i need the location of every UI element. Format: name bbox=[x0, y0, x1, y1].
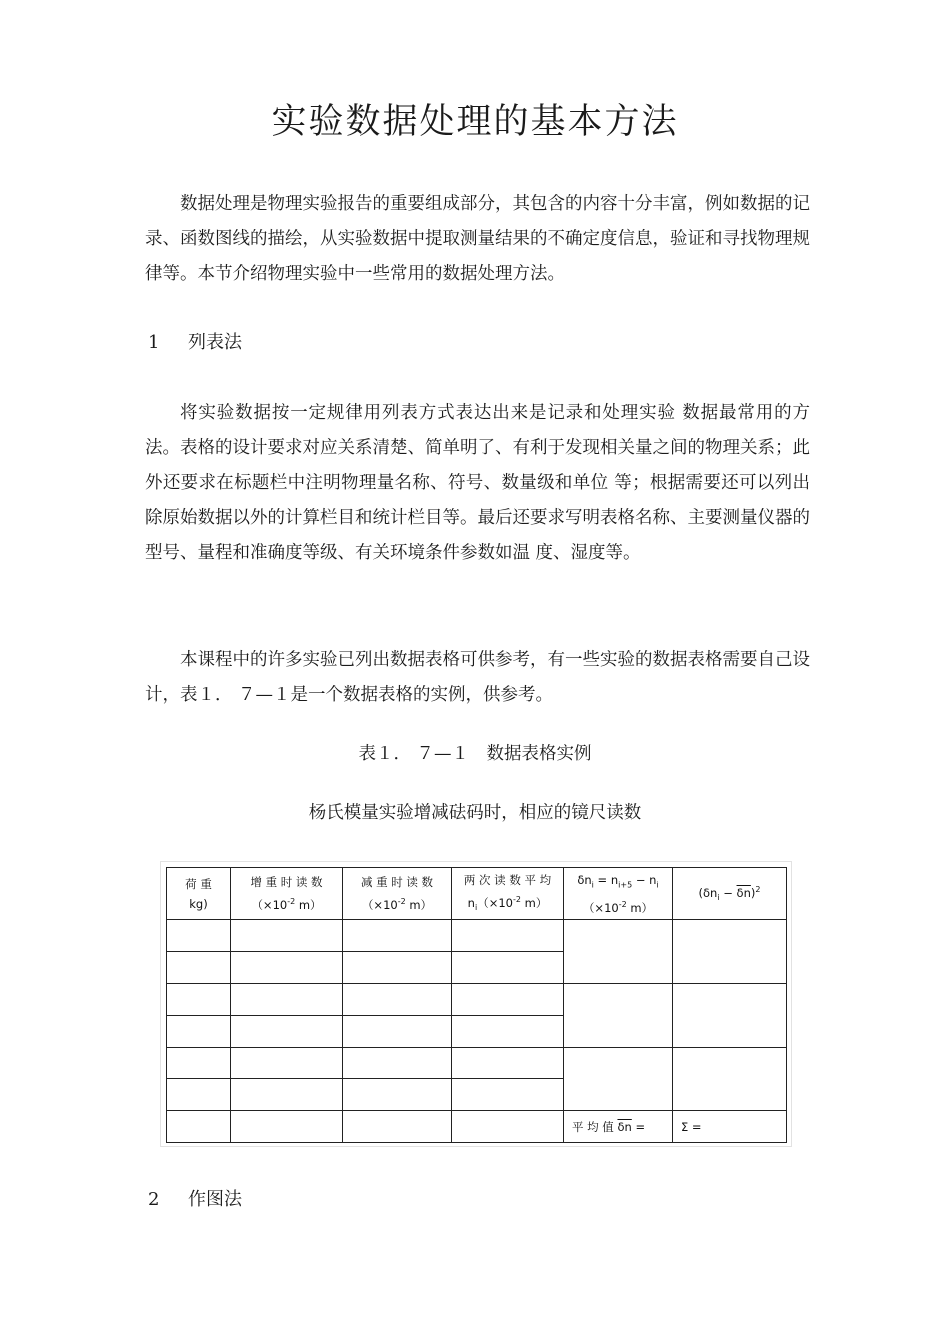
table-cell bbox=[564, 1047, 673, 1111]
header-average-reading: 两 次 读 数 平 均 $n_i(\times 10^{-2}$ m） bbox=[452, 868, 564, 920]
page-title: 实验数据处理的基本方法 bbox=[271, 102, 679, 142]
table-cell bbox=[167, 983, 231, 1015]
table-cell bbox=[231, 920, 343, 952]
table-cell bbox=[452, 1111, 564, 1143]
table-cell bbox=[167, 952, 231, 984]
table-cell bbox=[343, 983, 452, 1015]
header-increase-reading: 增 重 时 读 数 （$\times 10^{-2}$ m） bbox=[231, 868, 343, 920]
table-cell bbox=[673, 983, 787, 1047]
table-row bbox=[167, 983, 787, 1015]
sum-cell: Σ = bbox=[673, 1111, 787, 1143]
table-cell bbox=[343, 952, 452, 984]
section-title: 作图法 bbox=[188, 1189, 242, 1210]
table-cell bbox=[673, 920, 787, 984]
data-table bbox=[166, 867, 787, 1143]
table-cell bbox=[231, 1079, 343, 1111]
table-cell bbox=[452, 952, 564, 984]
table-cell bbox=[167, 1047, 231, 1079]
header-deviation-squared: $(\delta n_i - \overline{\delta n})^2$ bbox=[673, 868, 787, 920]
table-cell bbox=[452, 1079, 564, 1111]
table-cell bbox=[231, 952, 343, 984]
table-row bbox=[167, 920, 787, 952]
table-cell bbox=[452, 920, 564, 952]
table-caption: 表１． ７—１ 数据表格实例 bbox=[358, 744, 592, 764]
table-cell bbox=[452, 1015, 564, 1047]
header-difference: $\delta n_i = n_{i+5} - n_i$ （$\times 10^{-2}$ m） bbox=[564, 868, 673, 920]
table-cell bbox=[452, 983, 564, 1015]
section-heading-1 bbox=[148, 328, 242, 358]
table-cell bbox=[452, 1047, 564, 1079]
table-cell bbox=[343, 1015, 452, 1047]
table-cell bbox=[564, 920, 673, 984]
table-cell bbox=[343, 1079, 452, 1111]
table-cell bbox=[564, 983, 673, 1047]
data-table-image bbox=[161, 862, 791, 1146]
table-cell bbox=[673, 1047, 787, 1111]
table-cell bbox=[231, 983, 343, 1015]
section1-paragraph-2: 本课程中的许多实验已列出数据表格可供参考，有一些实验的数据表格需要自己设计，表１． ７—１是一个数据表格的实例，供参考。 bbox=[145, 650, 810, 705]
section1-paragraph-1: 将实验数据按一定规律用列表方式表达出来是记录和处理实验 数据最常用的方法。表格的设计要求对应关系清楚、简单明了、有利于发现相关量之间的物理关系；此外还要求在标题栏中注明物理量名称、符号、数量级和单位 等；根据需要还可以列出除原始数据以外的计算栏目和统计栏目等。最后还要求写明表格名称、主要测量仪器的型号、量程和准确度等级、有关环境条件参数如温 度、湿度等。 bbox=[145, 403, 810, 563]
average-value-cell: 平 均 值 $\overline{\delta n}$ = bbox=[564, 1111, 673, 1143]
section-number: 2 bbox=[148, 1189, 160, 1210]
header-decrease-reading: 减 重 时 读 数 （$\times 10^{-2}$ m） bbox=[343, 868, 452, 920]
table-cell bbox=[167, 1015, 231, 1047]
table-cell bbox=[343, 1047, 452, 1079]
table-cell bbox=[231, 1015, 343, 1047]
table-cell bbox=[343, 920, 452, 952]
table-subcaption: 杨氏模量实验增减砝码时，相应的镜尺读数 bbox=[308, 803, 642, 823]
header-load: 荷 重 kg) bbox=[167, 868, 231, 920]
table-cell bbox=[343, 1111, 452, 1143]
table-cell bbox=[167, 920, 231, 952]
intro-paragraph: 数据处理是物理实验报告的重要组成部分，其包含的内容十分丰富，例如数据的记录、函数图线的描绘，从实验数据中提取测量结果的不确定度信息，验证和寻找物理规律等。本节介绍物理实验中一些常用的数据处理方法。 bbox=[145, 194, 810, 284]
table-row bbox=[167, 1047, 787, 1079]
table-cell bbox=[167, 1079, 231, 1111]
section-heading-2 bbox=[148, 1185, 242, 1215]
section-number: 1 bbox=[148, 332, 160, 353]
table-cell bbox=[167, 1111, 231, 1143]
table-header-row bbox=[167, 868, 787, 920]
table-cell bbox=[231, 1111, 343, 1143]
table-cell bbox=[231, 1047, 343, 1079]
section-title: 列表法 bbox=[188, 332, 242, 353]
table-footer-row bbox=[167, 1111, 787, 1143]
